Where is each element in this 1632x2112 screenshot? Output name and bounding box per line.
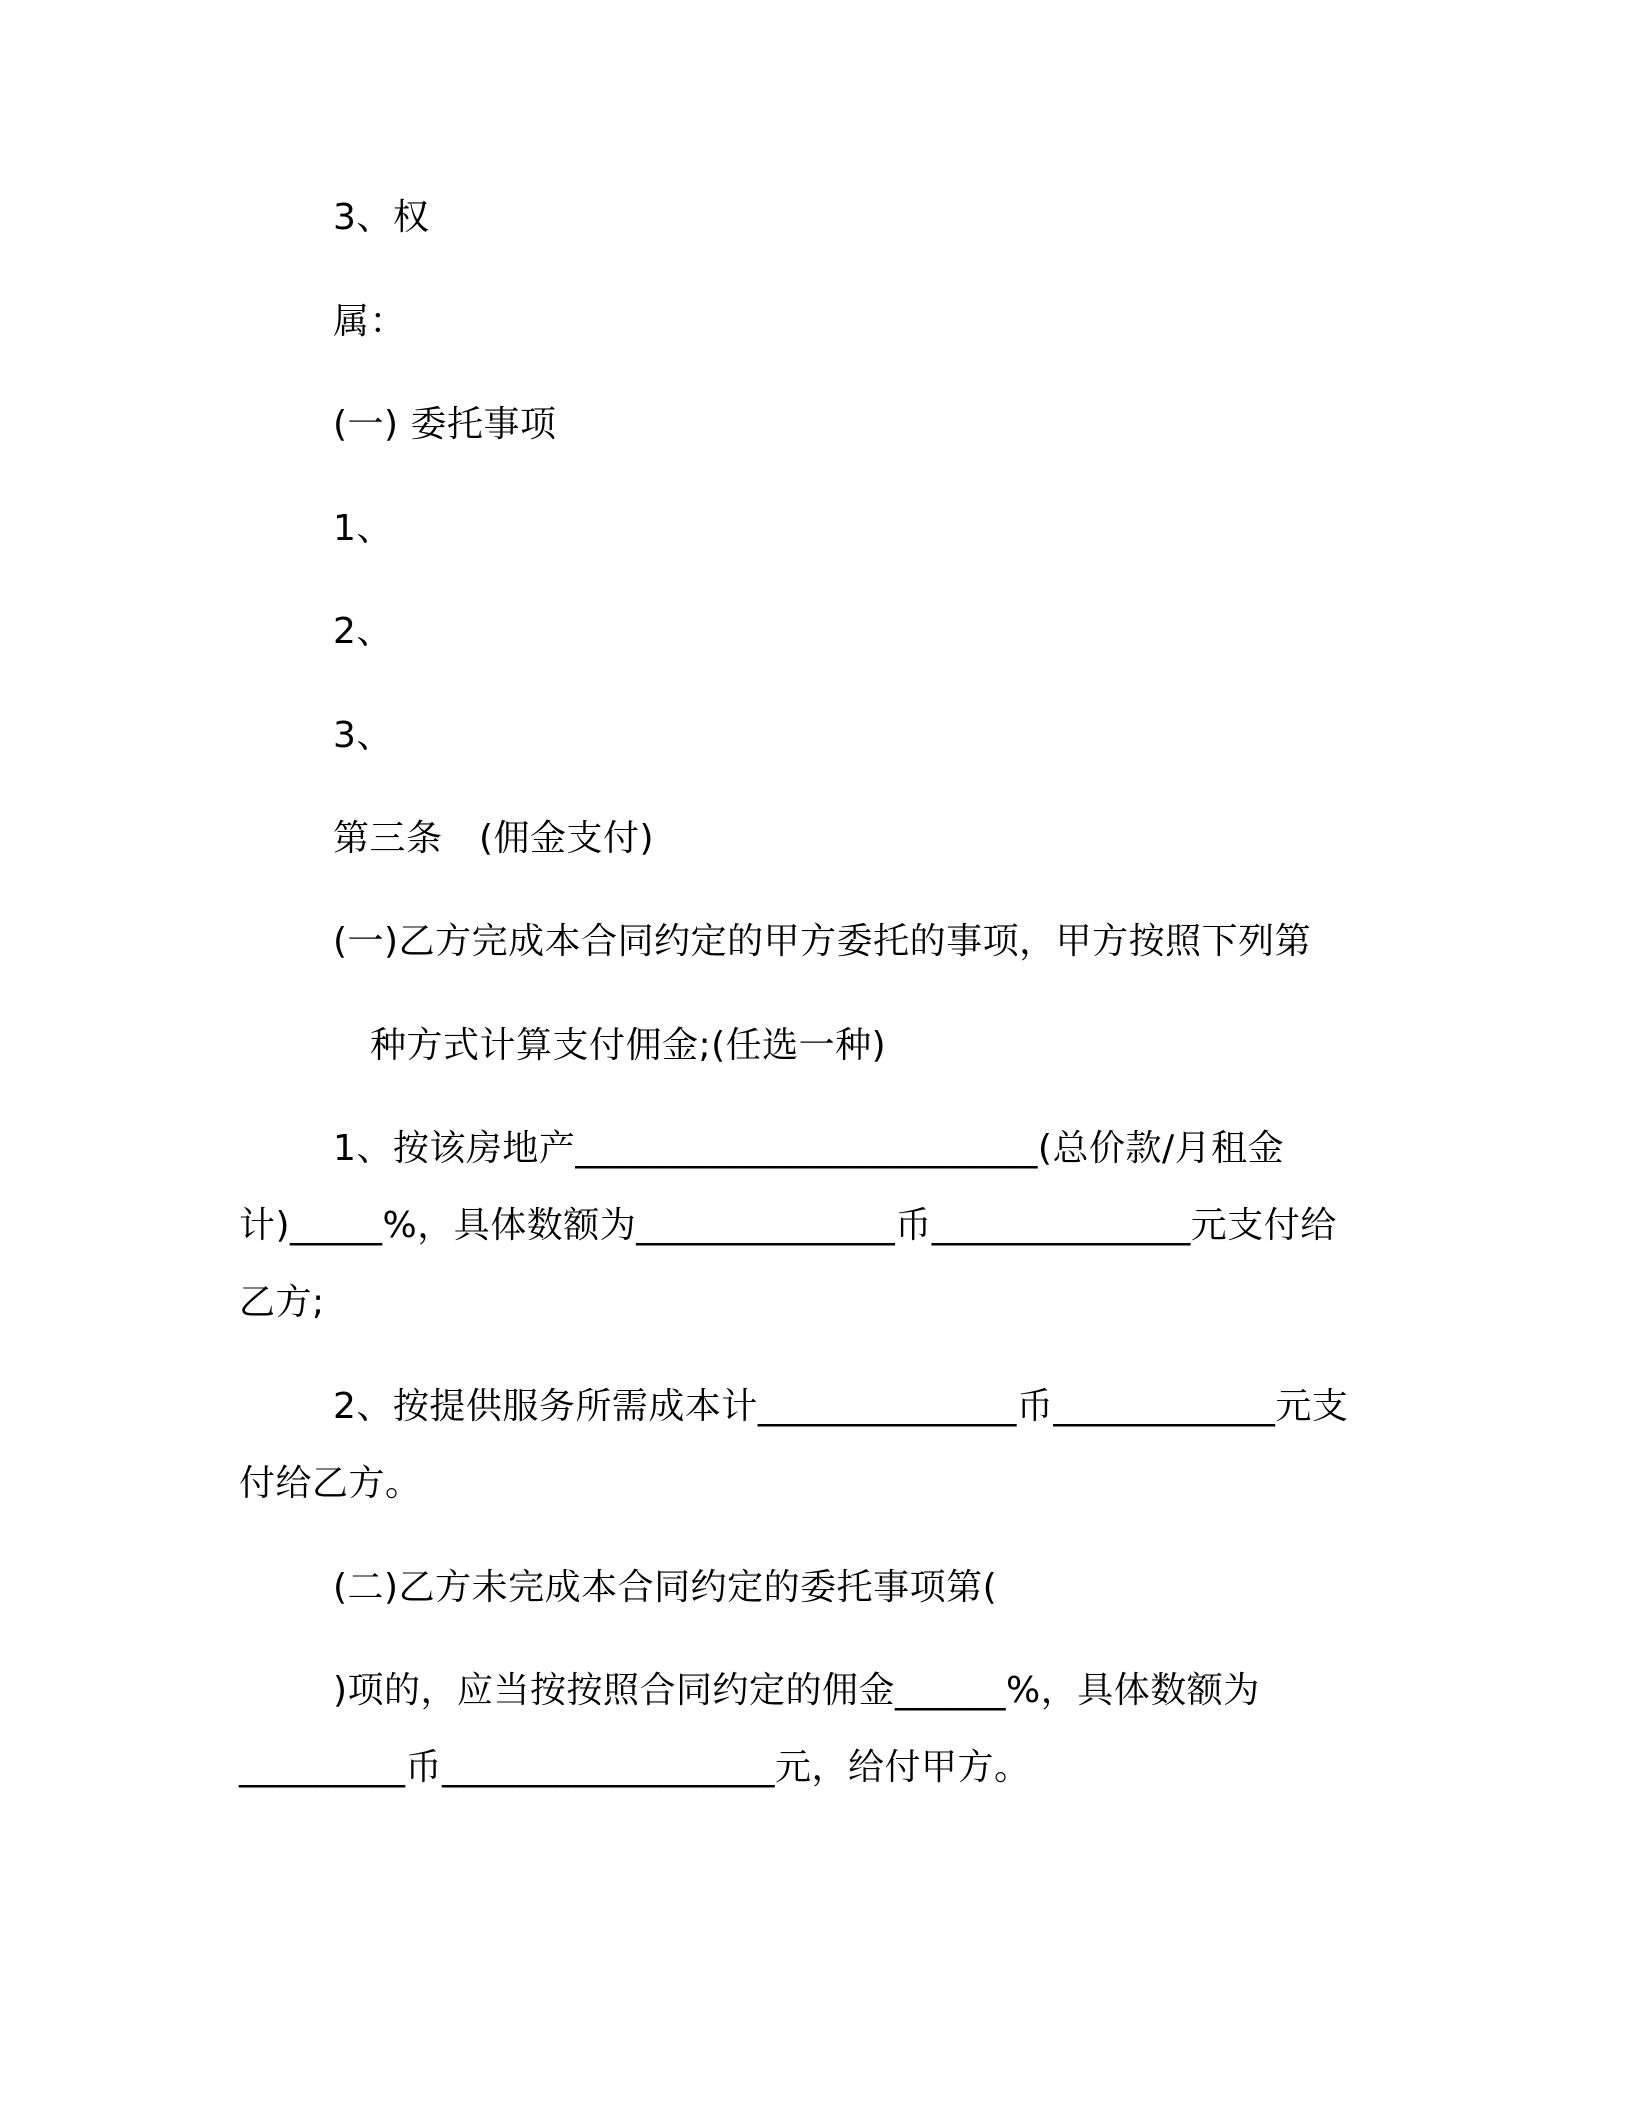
list-item-3: 3、 <box>333 715 393 756</box>
clause-2-line-3: _________币__________________元，给付甲方。 <box>239 1747 1031 1788</box>
option-1-line-1: 1、按该房地产_________________________(总价款/月租金 <box>333 1128 1285 1169</box>
heading-entrusted-matters: (一) 委托事项 <box>333 404 557 445</box>
line-ownership: 属： <box>333 301 407 342</box>
line-rights-3: 3、权 <box>333 197 430 238</box>
option-2-line-2: 付给乙方。 <box>239 1463 422 1504</box>
option-1-line-2: 计)_____%，具体数额为______________币______________元支付给 <box>239 1205 1337 1246</box>
list-item-2: 2、 <box>333 611 393 652</box>
list-item-1: 1、 <box>333 508 393 549</box>
option-2-line-1: 2、按提供服务所需成本计______________币____________元支 <box>333 1386 1349 1427</box>
option-1-line-3: 乙方; <box>239 1282 325 1323</box>
article-3-heading: 第三条 (佣金支付) <box>333 818 655 859</box>
clause-2-line-1: (二)乙方未完成本合同约定的委托事项第( <box>333 1567 998 1608</box>
clause-1-line-1: (一)乙方完成本合同约定的甲方委托的事项，甲方按照下列第 <box>333 921 1312 962</box>
clause-1-line-2: 种方式计算支付佣金;(任选一种) <box>370 1025 887 1066</box>
clause-2-line-2: )项的，应当按按照合同约定的佣金______%，具体数额为 <box>333 1670 1260 1711</box>
